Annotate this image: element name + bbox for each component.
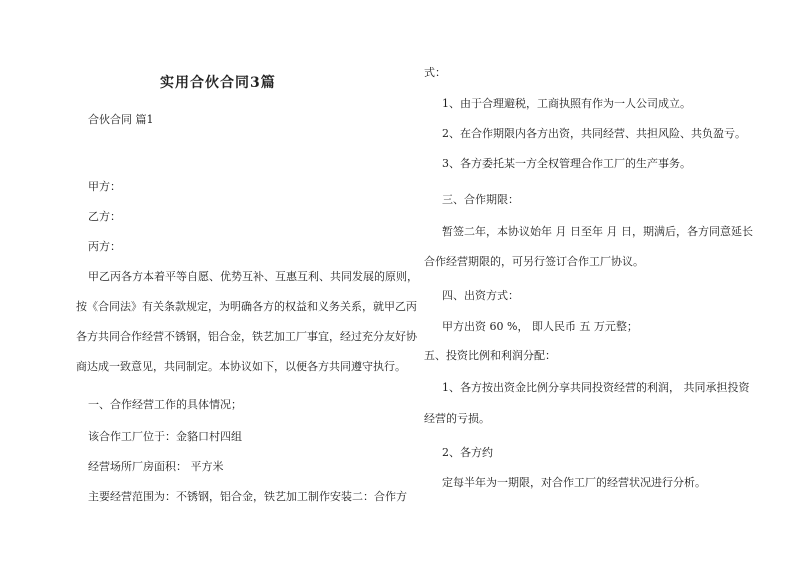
continued-text: 式：: [424, 66, 446, 79]
contract-subtitle: 合伙合同 篇1: [88, 113, 154, 126]
capital-line: 甲方出资 60 %， 即人民币 五 万元整；: [442, 320, 638, 333]
document-title: 实用合伙合同3篇: [160, 75, 276, 91]
profit-line-1: 1、各方按出资金比例分享共同投资经营的利润， 共同承担投资: [442, 381, 750, 394]
party-a-line: 甲方：: [88, 180, 121, 193]
profit-item-3: 定每半年为一期限，对合作工厂的经营状况进行分析。: [442, 476, 706, 489]
term-line-1: 暂签二年，本协议始年 月 日至年 月 日，期满后，各方同意延长: [442, 225, 753, 238]
section-4-heading: 四、出资方式：: [442, 289, 519, 302]
profit-line-2: 经营的亏损。: [424, 412, 490, 425]
section-3-heading: 三、合作期限：: [442, 193, 519, 206]
section-2-item-1: 1、由于合理避税，工商执照有作为一人公司成立。: [442, 97, 691, 110]
profit-item-2: 2、各方约: [442, 446, 493, 459]
factory-area: 经营场所厂房面积： 平方米: [88, 460, 224, 473]
business-scope: 主要经营范围为：不锈钢，铝合金，铁艺加工制作安装二：合作方: [88, 490, 407, 503]
intro-line-2: 按《合同法》有关条款规定，为明确各方的权益和义务关系，就甲乙丙: [76, 300, 417, 313]
intro-line-4: 商达成一致意见，共同制定。本协议如下，以便各方共同遵守执行。: [76, 360, 406, 373]
section-2-item-3: 3、各方委托某一方全权管理合作工厂的生产事务。: [442, 157, 691, 170]
section-1-heading: 一、合作经营工作的具体情况；: [88, 398, 242, 411]
factory-location: 该合作工厂位于：金貉口村四组: [88, 430, 242, 443]
intro-line-3: 各方共同合作经营不锈钢，铝合金，铁艺加工厂事宜，经过充分友好协: [76, 330, 417, 343]
party-c-line: 丙方：: [88, 240, 121, 253]
section-2-item-2: 2、在合作期限内各方出资，共同经营、共担风险、共负盈亏。: [442, 127, 746, 140]
term-line-2: 合作经营期限的，可另行签订合作工厂协议。: [424, 255, 644, 268]
section-5-heading: 五、投资比例和利润分配：: [424, 349, 556, 362]
intro-line-1: 甲乙丙各方本着平等自愿、优势互补、互惠互利、共同发展的原则，: [88, 270, 418, 283]
party-b-line: 乙方：: [88, 210, 121, 223]
